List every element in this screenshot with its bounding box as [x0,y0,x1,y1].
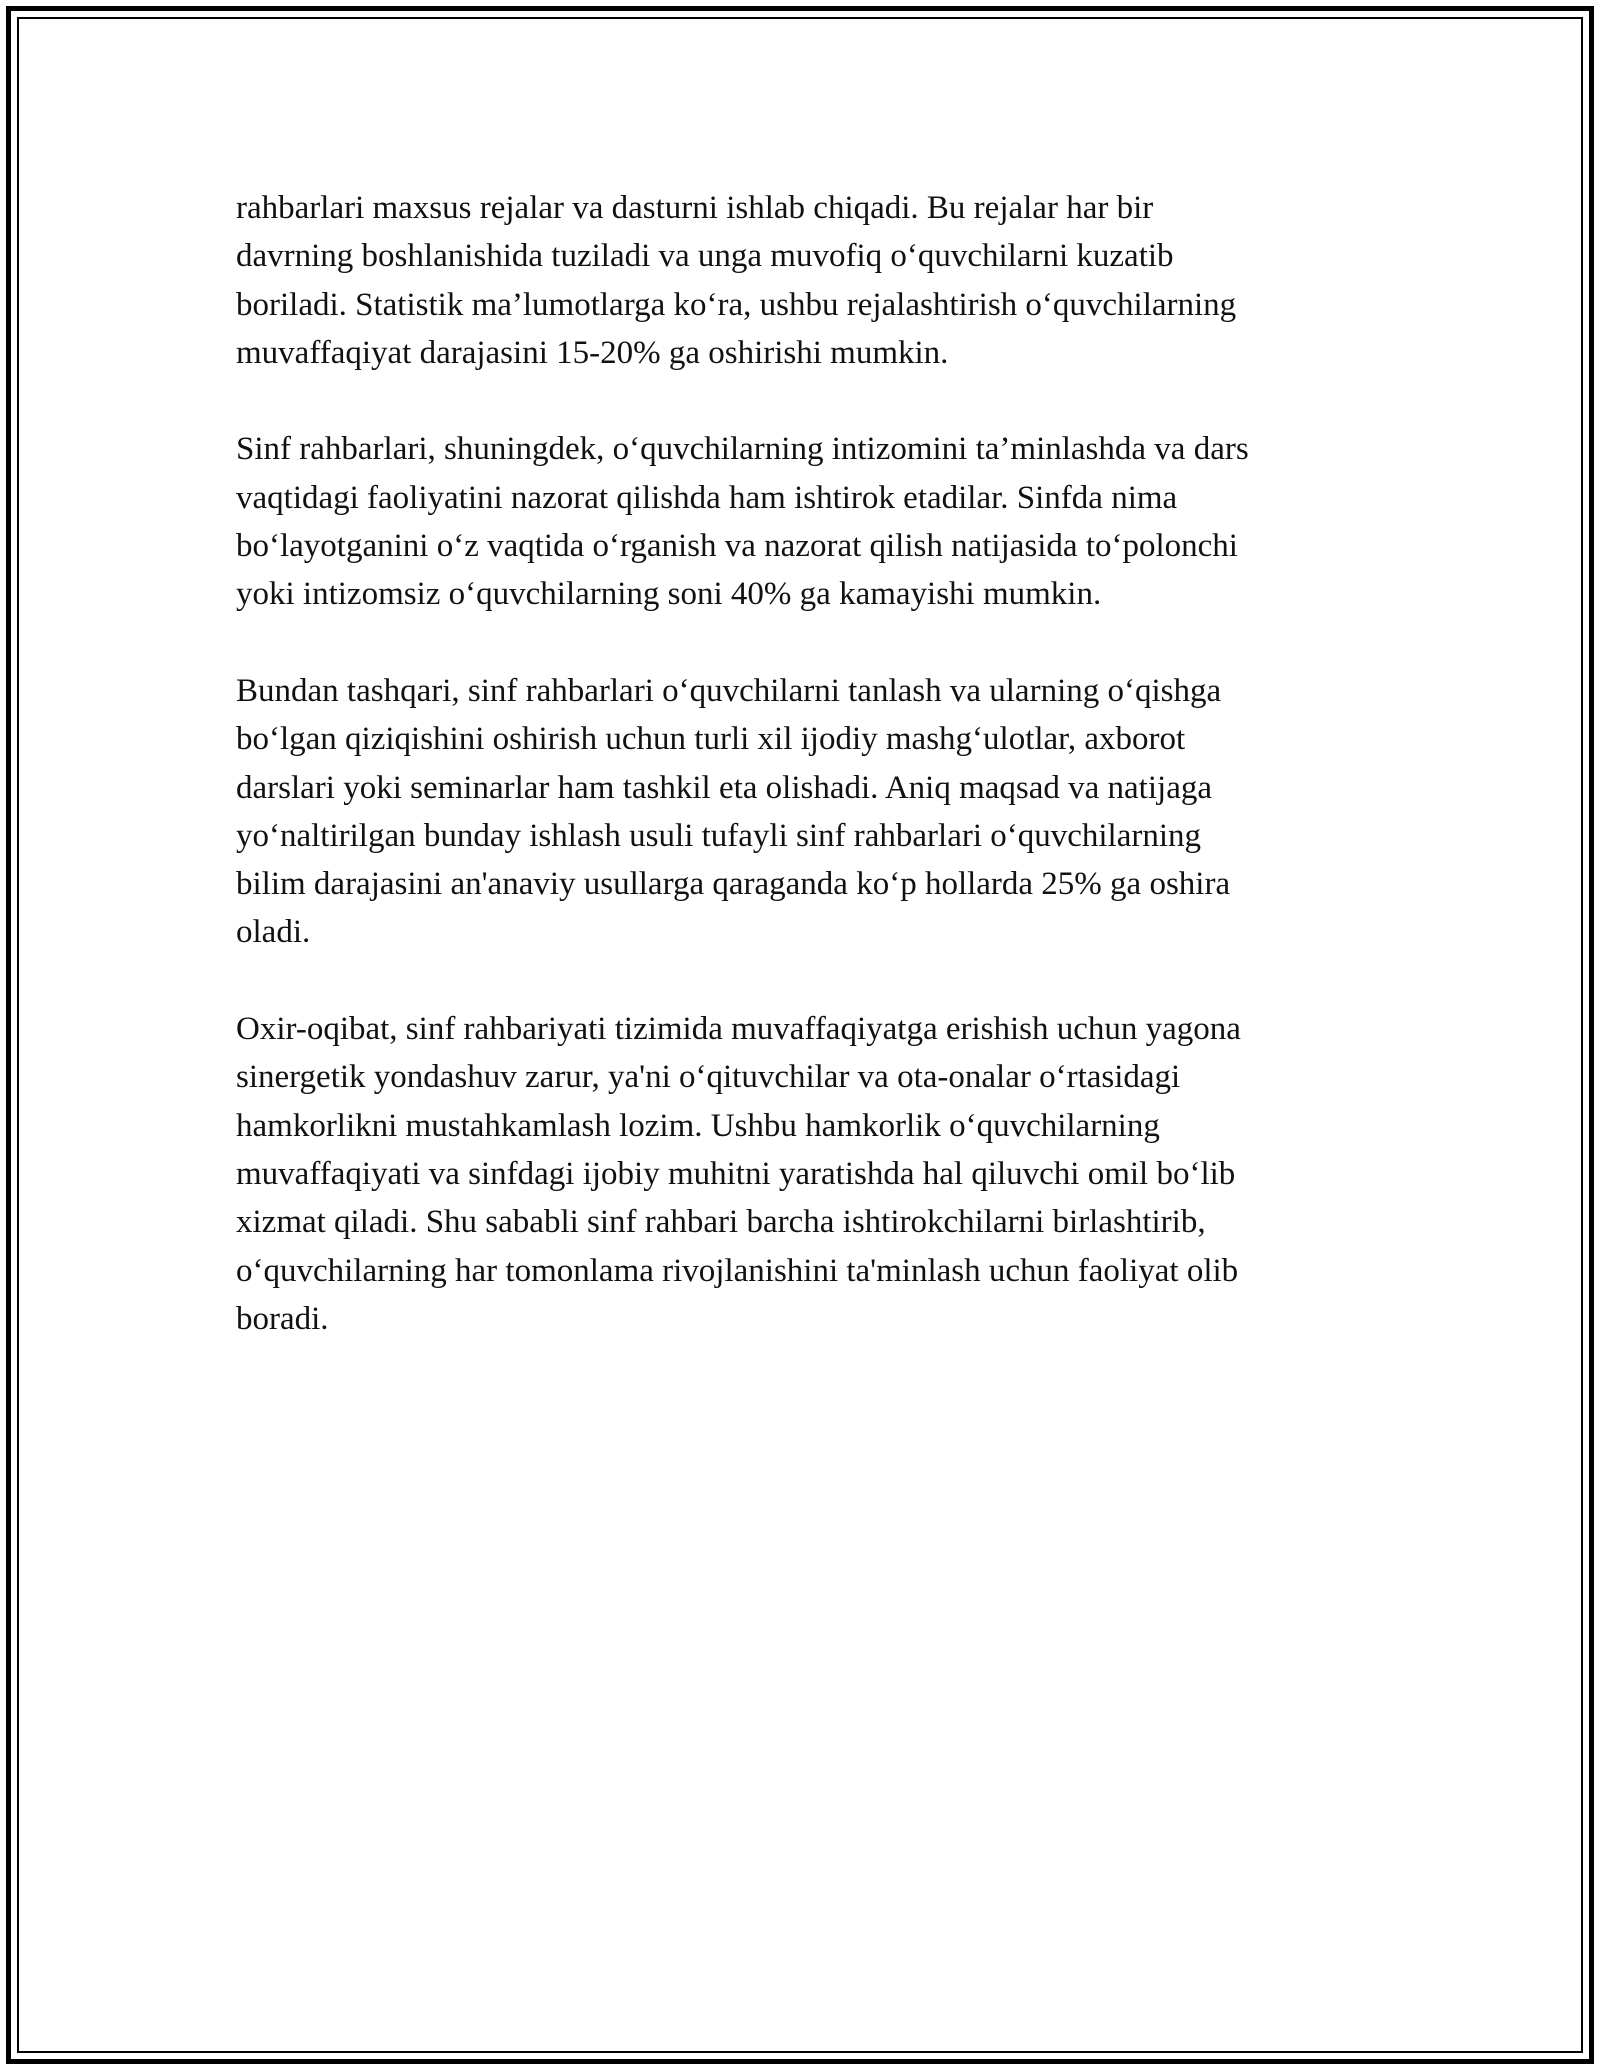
text-line: Bundan tashqari, sinf rahbarlari o‘quvchilarni tanlash va ularning o‘qishga [236,672,1222,709]
text-line: hamkorlikni mustahkamlash lozim. Ushbu hamkorlik o‘quvchilarning [236,1107,1160,1144]
text-line: boriladi. Statistik ma’lumotlarga ko‘ra, ushbu rejalashtirish o‘quvchilarning [236,286,1237,323]
text-line: muvaffaqiyat darajasini 15-20% ga oshirishi mumkin. [236,334,949,371]
text-line: boradi. [236,1300,329,1337]
paragraph [236,667,1396,957]
document-body [236,184,1396,1391]
text-line: o‘quvchilarning har tomonlama rivojlanishini ta'minlash uchun faoliyat olib [236,1252,1239,1289]
text-line: bo‘layotganini o‘z vaqtida o‘rganish va nazorat qilish natijasida to‘polonchi [236,528,1238,565]
text-line: muvaffaqiyati va sinfdagi ijobiy muhitni yaratishda hal qiluvchi omil bo‘lib [236,1155,1236,1192]
text-line: xizmat qiladi. Shu sababli sinf rahbari barcha ishtirokchilarni birlashtirib, [236,1204,1206,1241]
paragraph [236,425,1396,618]
text-line: Oxir-oqibat, sinf rahbariyati tizimida muvaffaqiyatga erishish uchun yagona [236,1011,1241,1048]
text-line: davrning boshlanishida tuziladi va unga muvofiq o‘quvchilarni kuzatib [236,238,1174,275]
text-line: Sinf rahbarlari, shuningdek, o‘quvchilarning intizomini ta’minlashda va dars [236,431,1249,468]
text-line: sinergetik yondashuv zarur, ya'ni o‘qituvchilar va ota-onalar o‘rtasidagi [236,1059,1181,1096]
text-line: oladi. [236,914,311,951]
text-line: bo‘lgan qiziqishini oshirish uchun turli xil ijodiy mashg‘ulotlar, axborot [236,721,1186,758]
text-line: bilim darajasini an'anaviy usullarga qaraganda ko‘p hollarda 25% ga oshira [236,866,1231,903]
text-line: yo‘naltirilgan bunday ishlash usuli tufayli sinf rahbarlari o‘quvchilarning [236,817,1202,854]
paragraph [236,1005,1396,1343]
text-line: rahbarlari maxsus rejalar va dasturni ishlab chiqadi. Bu rejalar har bir [236,190,1154,226]
text-line: vaqtidagi faoliyatini nazorat qilishda ham ishtirok etadilar. Sinfda nima [236,479,1178,516]
paragraph [236,184,1396,377]
text-line: darslari yoki seminarlar ham tashkil eta olishadi. Aniq maqsad va natijaga [236,769,1212,806]
text-line: yoki intizomsiz o‘quvchilarning soni 40% ga kamayishi mumkin. [236,576,1102,613]
